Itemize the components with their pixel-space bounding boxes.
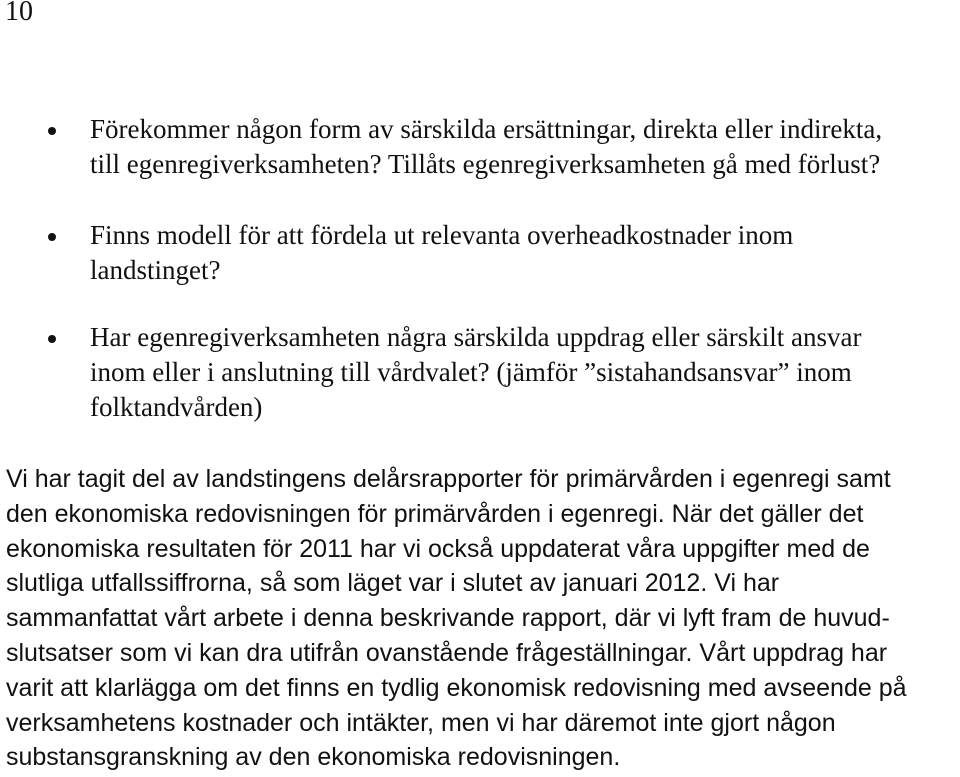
paragraph-line: slutsatser som vi kan dra utifrån ovanstående frågeställningar. Vårt uppdrag har xyxy=(6,638,888,667)
question-item xyxy=(0,112,960,182)
page-number: 10 xyxy=(5,0,33,27)
question-line: Finns modell för att fördela ut relevanta overheadkostnader inom xyxy=(90,220,794,250)
body-paragraph xyxy=(6,462,956,775)
paragraph-line: substansgranskning av den ekonomiska redovisningen. xyxy=(6,743,621,772)
bullet-icon xyxy=(48,127,56,135)
question-line: Har egenregiverksamheten några särskilda uppdrag eller särskilt ansvar xyxy=(90,322,862,352)
question-line: folktandvården) xyxy=(90,392,263,422)
bullet-icon xyxy=(48,335,56,343)
paragraph-line: den ekonomiska redovisningen för primärvården i egenregi. När det gäller det xyxy=(6,499,864,528)
bullet-icon xyxy=(48,233,56,241)
paragraph-line: Vi har tagit del av landstingens delårsrapporter för primärvården i egenregi samt xyxy=(6,465,891,493)
question-line: inom eller i anslutning till vårdvalet? (jämför ”sistahandsansvar” inom xyxy=(90,357,852,387)
paragraph-line: varit att klarlägga om det finns en tydlig ekonomisk redovisning med avseende på xyxy=(6,673,907,702)
paragraph-line: verksamhetens kostnader och intäkter, men vi har däremot inte gjort någon xyxy=(6,708,836,737)
question-line: Förekommer någon form av särskilda ersättningar, direkta eller indirekta, xyxy=(90,114,883,144)
question-item xyxy=(0,218,960,288)
question-line: landstinget? xyxy=(90,255,221,285)
paragraph-line: ekonomiska resultaten för 2011 har vi också uppdaterat våra uppgifter med de xyxy=(6,534,870,563)
question-item xyxy=(0,320,960,425)
paragraph-line: sammanfattat vårt arbete i denna beskrivande rapport, där vi lyft fram de huvud- xyxy=(6,604,890,633)
paragraph-line: slutliga utfallssiffrorna, så som läget var i slutet av januari 2012. Vi har xyxy=(6,569,780,598)
question-line: till egenregiverksamheten? Tillåts egenregiverksamheten gå med förlust? xyxy=(90,149,881,179)
